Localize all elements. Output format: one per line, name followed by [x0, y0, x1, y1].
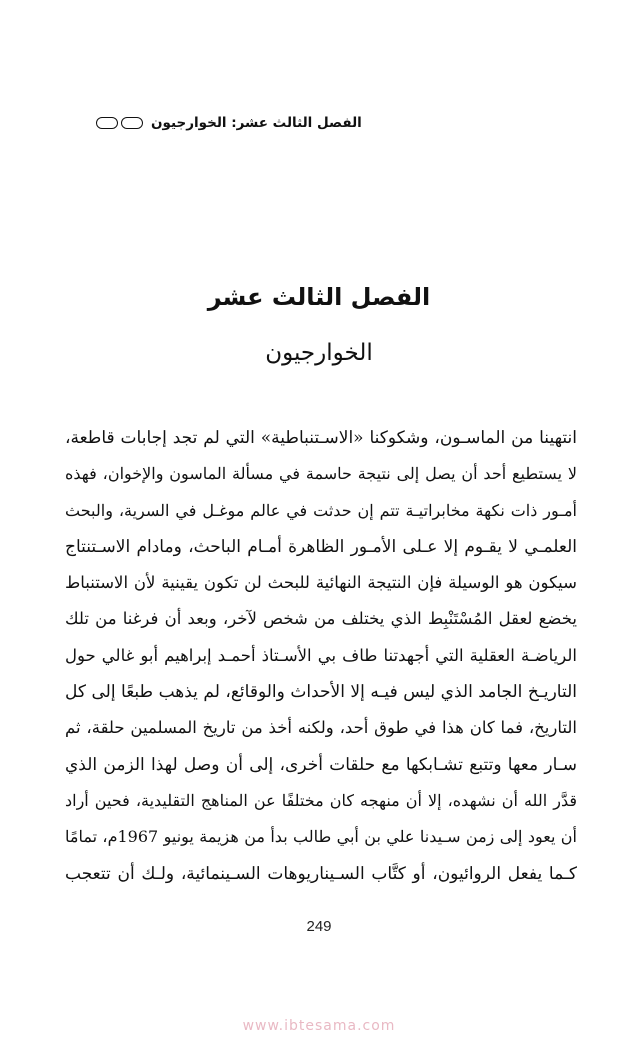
body-line: انتهينا من الماسـون، وشكوكنا «الاسـتنباطية» التي لم تجد إجابات قاطعة،	[65, 428, 577, 448]
body-paragraph	[65, 420, 577, 892]
running-header	[96, 112, 376, 134]
body-line: العلمـي لا يقـوم إلا عـلى الأمـور الظاهرة أمـام الباحث، ومادام الاسـتنتاج	[65, 536, 577, 557]
body-line: أن يعود إلى زمن سـيدنا علي بن أبي طالب بدأ من هزيمة يونيو 1967م، تمامًا	[65, 827, 577, 847]
body-line: أمـور ذات نكهة مخابراتيـة تتم إن حدثت في عالم موغـل في السرية، والبحث	[65, 500, 577, 520]
watermark-text: www.ibtesama.com	[242, 1018, 396, 1034]
body-line: التاريخ، فما كان هذا في طوق أحد، ولكنه أخذ من تاريخ المسلمين حلقة، ثم	[65, 718, 577, 738]
body-line: لا يستطيع أحد أن يصل إلى نتيجة حاسمة في مسألة الماسون والإخوان، فهذه	[65, 464, 577, 484]
page-number: 249	[306, 918, 332, 935]
body-line: يخضع لعقل المُسْتَنْبِط الذي يختلف من شخص لآخر، وبعد أن فرغنا من تلك	[65, 609, 577, 629]
body-line: سيكون هو الوسيلة فإن النتيجة النهائية للبحث لن تكون يقينية لأن الاستنباط	[65, 573, 577, 593]
body-line: كـما يفعل الروائيون، أو كتَّاب السـيناريوهات السـينمائية، ولـك أن تتعجب	[65, 863, 577, 884]
header-ornament-icon	[96, 117, 143, 129]
running-header-text: الفصل الثالث عشر: الخوارجيون	[151, 115, 362, 131]
chapter-subtitle: الخوارجيون	[265, 340, 373, 366]
body-line: سـار معها وتتبع تشـابكها مع حلقات أخرى، إلى أن وصل لهذا الزمن الذي	[65, 754, 577, 775]
body-line: الرياضـة العقلية التي أجهدتنا طاف بي الأسـتاذ أحمـد إبراهيم أبو غالي حول	[65, 645, 577, 665]
chapter-title: الفصل الثالث عشر	[207, 283, 431, 311]
body-line: قدَّر الله أن نشهده، إلا أن منهجه كان مختلفًا عن المناهج التقليدية، فحين أراد	[65, 790, 577, 810]
ornament-pill-left	[96, 117, 118, 129]
body-line: التاريـخ الجامد الذي ليس فيـه إلا الأحداث والوقائع، لم يذهب طبعًا إلى كل	[65, 682, 577, 703]
ornament-pill-right	[121, 117, 143, 129]
